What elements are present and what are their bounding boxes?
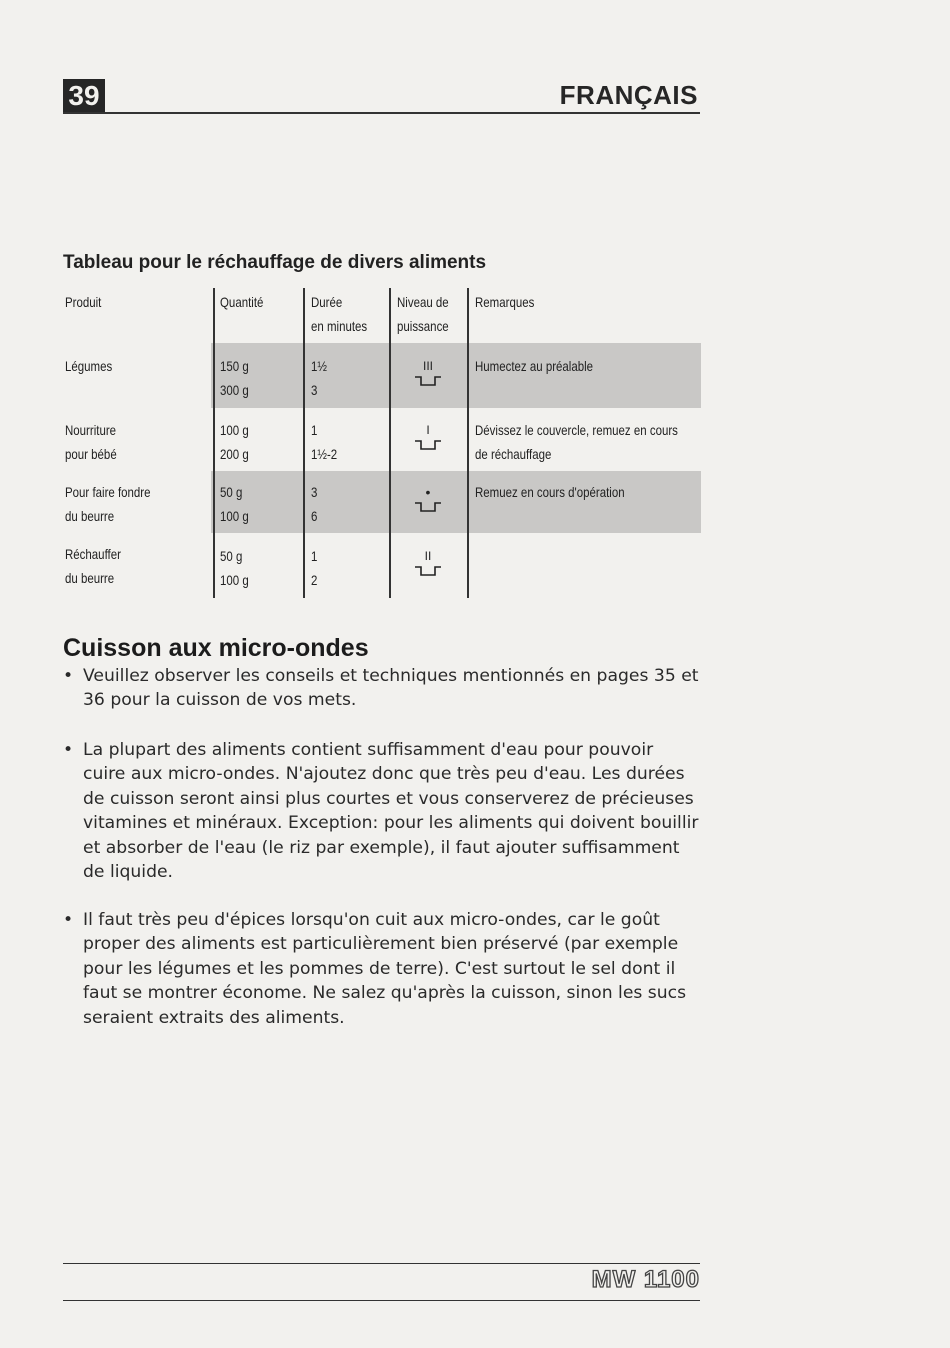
column-divider: [303, 288, 305, 598]
paragraph-1-text: Veuillez observer les conseils et techniques mentionnés en pages 35 et 36 pour la cuisson de vos mets.: [83, 666, 699, 711]
row-1-produit: Légumes: [65, 358, 113, 374]
row-1-quantite: 150 g 300 g: [220, 358, 249, 398]
column-divider: [213, 288, 215, 598]
footer-rule: [63, 1263, 700, 1264]
bullet-icon: •: [63, 666, 74, 686]
header-produit: Produit: [65, 294, 102, 310]
table-title: Tableau pour le réchauffage de divers aliments: [63, 252, 487, 273]
power-level-icon: [413, 546, 443, 580]
footer-rule: [63, 1300, 700, 1301]
row-3-quantite: 50 g 100 g: [220, 484, 249, 524]
page-number: 39: [63, 79, 105, 113]
column-divider: [389, 288, 391, 598]
power-level-icon: [413, 356, 443, 390]
model-name: MW 1100: [591, 1266, 700, 1293]
row-4-duree: 1 2: [311, 548, 318, 588]
row-4-niveau: II: [424, 549, 432, 563]
column-divider: [467, 288, 469, 598]
row-shading-3: [211, 471, 701, 533]
header-duree: Durée en minutes: [311, 294, 368, 334]
header-niveau: Niveau de puissance: [397, 294, 449, 334]
section-title: Cuisson aux micro-ondes: [63, 634, 369, 662]
paragraph-2: [63, 738, 699, 884]
row-1-duree: 1½ 3: [311, 358, 327, 398]
row-2-remarques: Dévissez le couvercle, remuez en cours de réchauffage: [475, 422, 678, 462]
row-3-produit: Pour faire fondre du beurre: [65, 484, 151, 524]
power-level-icon: [413, 482, 443, 516]
row-2-quantite: 100 g 200 g: [220, 422, 249, 462]
paragraph-3: [63, 908, 699, 1030]
row-1-remarques: Humectez au préalable: [475, 358, 594, 374]
row-2-niveau: I: [426, 423, 430, 437]
row-3-duree: 3 6: [311, 484, 318, 524]
paragraph-3-text: Il faut très peu d'épices lorsqu'on cuit aux micro-ondes, car le goût proper des aliments est particulièrement bien préservé (par exemple pour les légumes et les pommes de terre). C'est surtout le sel dont il faut se montrer économe. Ne salez qu'après la cuisson, sinon les sucs seraient extraits des aliments.: [83, 910, 687, 1028]
row-4-quantite: 50 g 100 g: [220, 548, 249, 588]
row-4-produit: Réchauffer du beurre: [65, 546, 121, 586]
row-2-produit: Nourriture pour bébé: [65, 422, 117, 462]
header-rule: [63, 112, 700, 114]
reheating-table: [63, 288, 701, 598]
row-3-remarques: Remuez en cours d'opération: [475, 484, 625, 500]
language-label: FRANÇAIS: [559, 80, 698, 110]
row-shading-1: [211, 343, 701, 408]
header-remarques: Remarques: [475, 294, 535, 310]
row-1-niveau: III: [422, 359, 434, 373]
row-3-niveau: •: [425, 484, 431, 500]
row-2-duree: 1 1½-2: [311, 422, 338, 462]
paragraph-1: [63, 664, 699, 713]
power-level-icon: [413, 420, 443, 454]
paragraph-2-text: La plupart des aliments contient suffisamment d'eau pour pouvoir cuire aux micro-ondes. N'ajoutez donc que très peu d'eau. Les durées de cuisson seront ainsi plus courtes et vous conserverez de précieuses vitamines et minéraux. Exception: pour les aliments qui doivent bouillir et absorber de l'eau (le riz par exemple), il faut ajouter suffisamment de liquide.: [83, 740, 699, 883]
header-quantite: Quantité: [220, 294, 264, 310]
bullet-icon: •: [63, 740, 74, 760]
bullet-icon: •: [63, 910, 74, 930]
